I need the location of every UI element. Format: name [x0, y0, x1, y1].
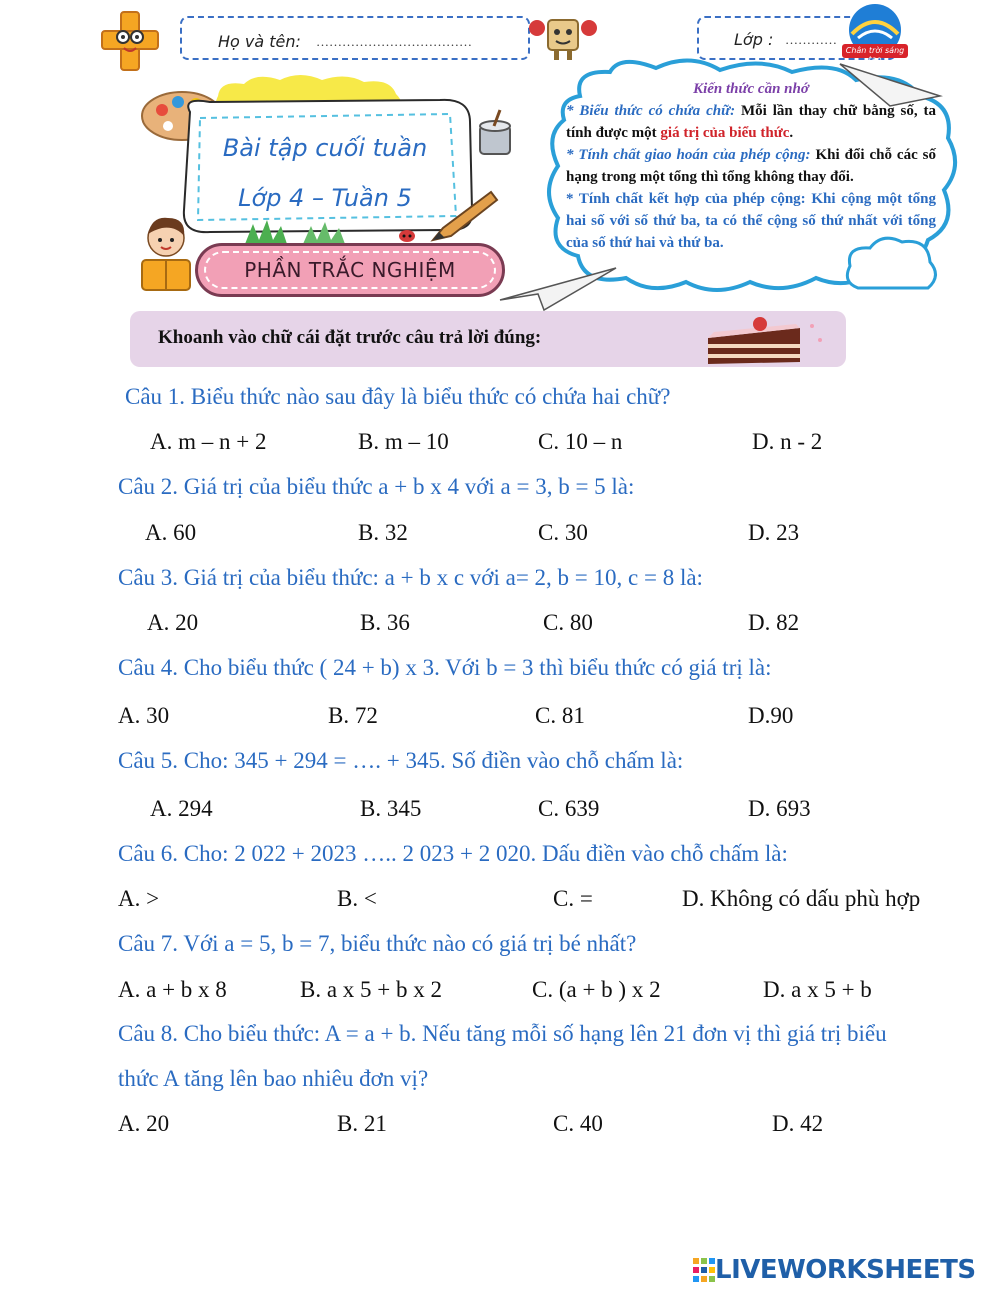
student-name-box[interactable] — [180, 16, 530, 60]
question-7: Câu 7. Với a = 5, b = 7, biểu thức nào có giá trị bé nhất? — [118, 931, 637, 956]
q3-option-a[interactable]: A. 20 — [147, 610, 199, 635]
question-8-line-1: Câu 8. Cho biểu thức: A = a + b. Nếu tăng mỗi số hạng lên 21 đơn vị thì giá trị biểu — [118, 1021, 887, 1046]
boy-reading-icon — [132, 214, 202, 294]
q5-option-a[interactable]: A. 294 — [150, 796, 213, 821]
knowledge-item-1: * Biểu thức có chứa chữ: Mỗi lần thay chữ bằng số, ta tính được một giá trị của biểu thức. — [566, 103, 937, 141]
title-line-2: Lớp 4 – Tuần 5 — [238, 184, 412, 212]
q4-option-a[interactable]: A. 30 — [118, 703, 170, 728]
question-1: Câu 1. Biểu thức nào sau đây là biểu thức có chứa hai chữ? — [125, 384, 671, 409]
title-line-1: Bài tập cuối tuần — [222, 134, 428, 162]
ladybug-icon — [398, 228, 416, 242]
question-3: Câu 3. Giá trị của biểu thức: a + b x c với a= 2, b = 10, c = 8 là: — [118, 565, 703, 590]
q6-option-a[interactable]: A. > — [118, 886, 160, 911]
name-label: Họ và tên: — [218, 32, 301, 51]
q8-option-b[interactable]: B. 21 — [337, 1111, 387, 1136]
knowledge-item-3: * Tính chất kết hợp của phép cộng: Khi cộng một tổng hai số với số thứ ba, ta có thể cộng số thứ nhất với tổng của số thứ hai và thứ ba. — [566, 191, 936, 251]
liveworksheets-text: LIVEWORKSHEETS — [715, 1255, 976, 1285]
question-5: Câu 5. Cho: 345 + 294 = …. + 345. Số điền vào chỗ chấm là: — [118, 748, 684, 773]
paint-bucket-icon — [470, 108, 520, 158]
knowledge-text — [566, 78, 936, 254]
knowledge-item-2: * Tính chất giao hoán của phép cộng: Khi đổi chỗ các số hạng trong một tổng thì tổng không thay đổi. — [566, 147, 937, 185]
q1-option-a[interactable]: A. m – n + 2 — [150, 429, 267, 454]
q8-option-d[interactable]: D. 42 — [772, 1111, 824, 1136]
q7-option-a[interactable]: A. a + b x 8 — [118, 977, 227, 1002]
knowledge-heading: Kiến thức cần nhớ — [693, 81, 809, 97]
liveworksheets-logo-icon — [693, 1258, 715, 1282]
publisher-logo — [840, 4, 910, 62]
class-dots: ………… — [785, 32, 837, 47]
q4-option-d[interactable]: D.90 — [748, 703, 794, 728]
q5-option-b[interactable]: B. 345 — [360, 796, 422, 821]
instruction-text: Khoanh vào chữ cái đặt trước câu trả lời đúng: — [158, 327, 542, 348]
q2-option-d[interactable]: D. 23 — [748, 520, 800, 545]
q2-option-b[interactable]: B. 32 — [358, 520, 408, 545]
q6-option-c[interactable]: C. = — [553, 886, 593, 911]
logo-text: Chân trời sáng tạo — [845, 46, 905, 64]
liveworksheets-brand — [693, 1255, 976, 1285]
q3-option-d[interactable]: D. 82 — [748, 610, 800, 635]
q8-option-a[interactable]: A. 20 — [118, 1111, 170, 1136]
q1-option-d[interactable]: D. n - 2 — [752, 429, 823, 454]
q1-option-b[interactable]: B. m – 10 — [358, 429, 449, 454]
cake-icon — [700, 314, 830, 366]
paper-plane-icon — [498, 264, 618, 314]
question-2: Câu 2. Giá trị của biểu thức a + b x 4 với a = 3, b = 5 là: — [118, 474, 635, 499]
q1-option-c[interactable]: C. 10 – n — [538, 429, 623, 454]
section-banner-text: PHẦN TRẮC NGHIỆM — [204, 251, 496, 289]
q7-option-b[interactable]: B. a x 5 + b x 2 — [300, 977, 443, 1002]
q4-option-c[interactable]: C. 81 — [535, 703, 585, 728]
q3-option-b[interactable]: B. 36 — [360, 610, 410, 635]
question-4: Câu 4. Cho biểu thức ( 24 + b) x 3. Với b = 3 thì biểu thức có giá trị là: — [118, 655, 772, 680]
q7-option-c[interactable]: C. (a + b ) x 2 — [532, 977, 661, 1002]
q5-option-c[interactable]: C. 639 — [538, 796, 600, 821]
name-dots: ……………………………… — [316, 34, 472, 49]
q3-option-c[interactable]: C. 80 — [543, 610, 593, 635]
q4-option-b[interactable]: B. 72 — [328, 703, 378, 728]
q2-option-c[interactable]: C. 30 — [538, 520, 588, 545]
question-8-line-2: thức A tăng lên bao nhiêu đơn vị? — [118, 1066, 429, 1091]
q6-option-b[interactable]: B. < — [337, 886, 377, 911]
question-6: Câu 6. Cho: 2 022 + 2023 ….. 2 023 + 2 020. Dấu điền vào chỗ chấm là: — [118, 841, 788, 866]
q8-option-c[interactable]: C. 40 — [553, 1111, 603, 1136]
grass-icon — [245, 218, 355, 244]
q7-option-d[interactable]: D. a x 5 + b — [763, 977, 872, 1002]
q5-option-d[interactable]: D. 693 — [748, 796, 811, 821]
mascot-cross-icon — [100, 10, 160, 72]
section-banner — [195, 243, 505, 297]
pencil-icon — [425, 190, 500, 245]
boxing-mascot-icon — [528, 12, 598, 62]
q6-option-d[interactable]: D. Không có dấu phù hợp — [682, 886, 921, 911]
q2-option-a[interactable]: A. 60 — [145, 520, 197, 545]
class-label: Lớp : — [734, 30, 774, 49]
